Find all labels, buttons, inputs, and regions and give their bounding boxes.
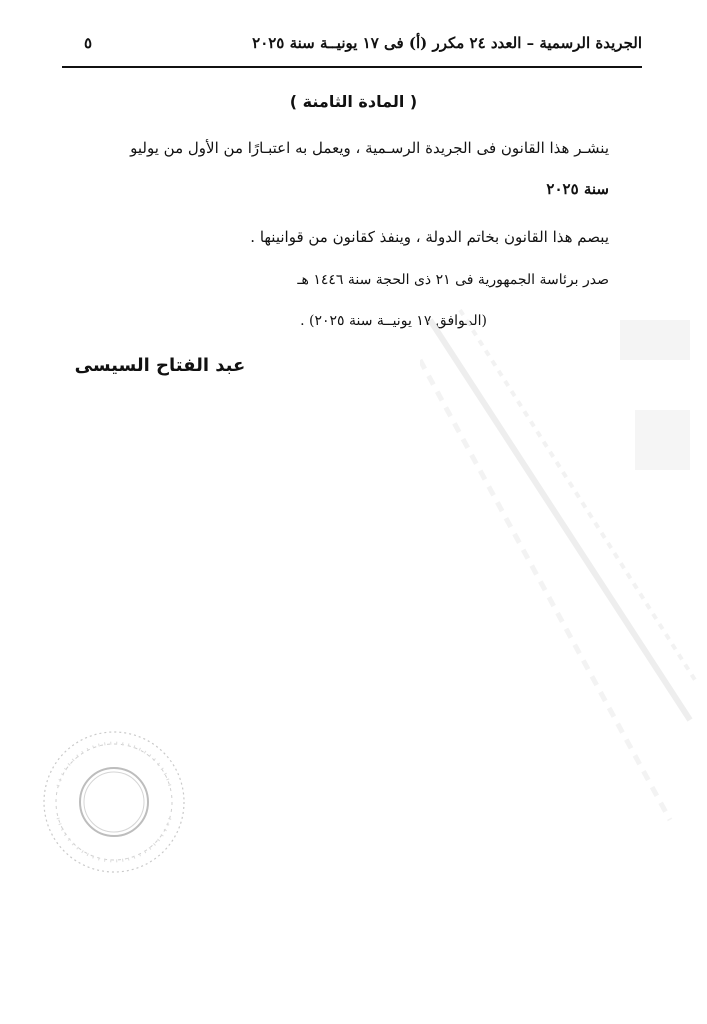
state-seal-stamp [38, 726, 190, 878]
paragraph-publication-line1: ينشـر هذا القانون فى الجريدة الرسـمية ، ويعمل به اعتبـارًا من الأول من يوليو [130, 139, 609, 157]
president-signature: عبد الفتاح السيسى [74, 355, 246, 376]
page-number: ٥ [84, 34, 93, 52]
issued-at-presidency-line: صدر برئاسة الجمهورية فى ٢١ ذى الحجة سنة ١٤٤٦ هـ [297, 272, 609, 288]
gazette-header-title: الجريدة الرسمية – العدد ٢٤ مكرر (أ) فى ١٧ يونيــة سنة ٢٠٢٥ [252, 34, 642, 52]
paragraph-state-seal: يبصم هذا القانون بخاتم الدولة ، وينفذ كقانون من قوانينها . [250, 228, 609, 246]
page-header [62, 30, 642, 60]
paragraph-publication-line2: سنة ٢٠٢٥ [546, 180, 609, 198]
faint-stamp-impression [420, 300, 700, 860]
header-divider [62, 66, 642, 68]
gregorian-date-line: (الموافق ١٧ يونيــة سنة ٢٠٢٥) . [300, 313, 487, 329]
article-heading: ( المادة الثامنة ) [289, 92, 418, 111]
